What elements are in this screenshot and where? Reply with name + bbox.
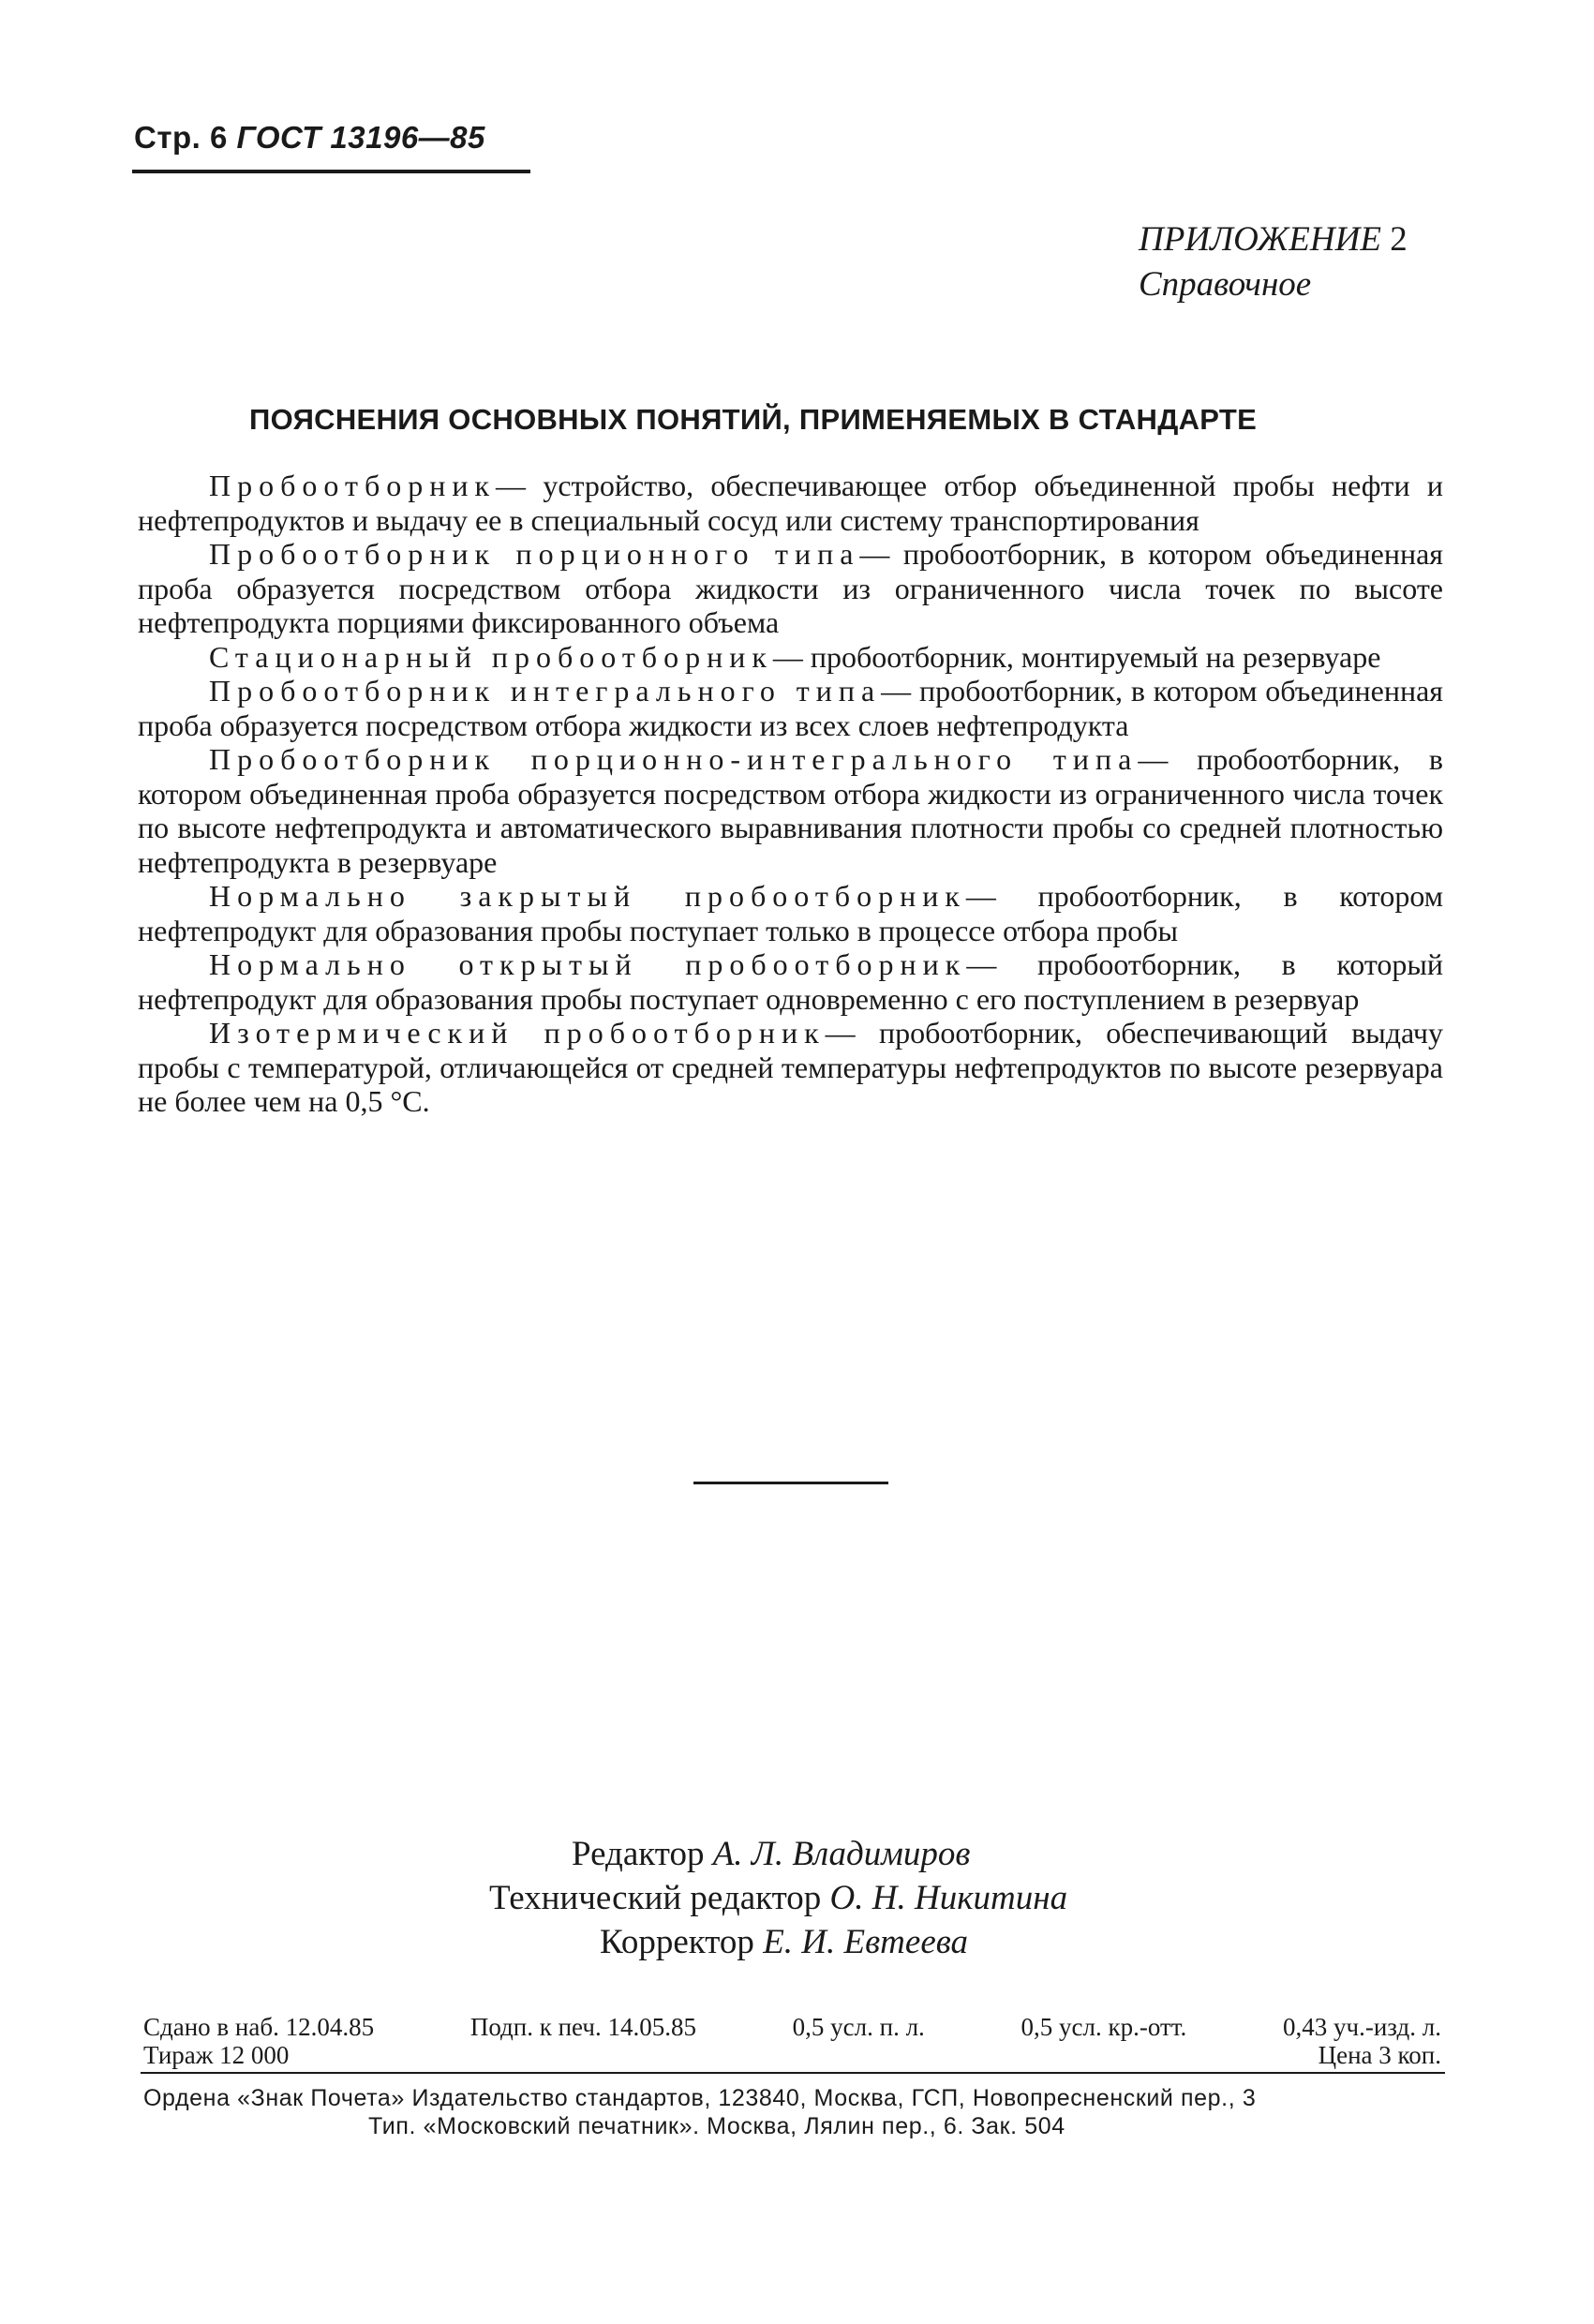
definition-text: — устройство, обеспечивающее отбор объединенной пробы нефти и нефтепродуктов и выдачу ее в специальный сосуд или систему транспортирования (138, 469, 1443, 537)
definition-term: Стационарный пробоотборник (209, 639, 773, 674)
definition-term: Нормально открытый пробоотборник (209, 947, 967, 981)
imprint-line-1 (143, 2013, 1441, 2041)
tech-editor-role: Технический редактор (489, 1879, 822, 1917)
tech-editor-line (489, 1876, 1067, 1920)
imprint-submitted: Сдано в наб. 12.04.85 (143, 2013, 375, 2041)
definition-item (138, 742, 1443, 879)
header-rule (132, 170, 530, 173)
definition-term: Пробоотборник интегрального типа (209, 674, 882, 708)
page-number-label: Стр. 6 (134, 120, 228, 155)
appendix-label (1139, 217, 1408, 307)
appendix-title: ПРИЛОЖЕНИЕ (1139, 220, 1381, 259)
publisher-block (143, 2084, 1455, 2140)
running-header (134, 120, 485, 156)
definition-item (138, 469, 1443, 537)
imprint-price: Цена 3 коп. (1318, 2041, 1441, 2069)
imprint-rule (141, 2072, 1445, 2074)
definition-term: Изотермический пробоотборник (209, 1016, 826, 1050)
definition-item (138, 1016, 1443, 1119)
appendix-number: 2 (1390, 220, 1408, 259)
editor-role: Редактор (572, 1835, 705, 1873)
editor-line (572, 1832, 970, 1876)
definition-item (138, 674, 1443, 742)
corrector-line (600, 1920, 968, 1964)
editor-name: А. Л. Владимиров (712, 1835, 971, 1873)
corrector-name: Е. И. Евтеева (763, 1923, 969, 1961)
imprint-signed: Подп. к печ. 14.05.85 (469, 2013, 696, 2041)
definition-item (138, 879, 1443, 947)
definition-item (138, 947, 1443, 1016)
definition-text: — пробоотборник, в котором объединенная проба образуется посредством отбора жидкости из всех слоев нефтепродукта (138, 674, 1444, 742)
publisher-line-2: Тип. «Московский печатник». Москва, Лялин пер., 6. Зак. 504 (368, 2113, 1065, 2139)
section-divider (693, 1482, 888, 1484)
definition-term: Пробоотборник порционного типа (209, 537, 860, 571)
imprint-color-prints: 0,5 усл. кр.-отт. (1020, 2013, 1187, 2041)
definition-text: — пробоотборник, в который нефтепродукт для образования пробы поступает одновременно с его поступлением в резервуар (138, 947, 1444, 1016)
publisher-line-1: Ордена «Знак Почета» Издательство стандартов, 123840, Москва, ГСП, Новопресненский пер., 3 (143, 2085, 1257, 2111)
definition-text: — пробоотборник, в котором объединенная проба образуется посредством отбора жидкости из ограниченного числа точек по высоте нефтепродукта и автоматического выравнивания плотности пробы со средней плотностью нефтепродукта в резервуаре (138, 742, 1443, 879)
imprint-print-sheets: 0,5 усл. п. л. (792, 2013, 925, 2041)
imprint-line-2 (143, 2041, 1441, 2069)
definition-text: — пробоотборник, обеспечивающий выдачу пробы с температурой, отличающейся от средней температуры нефтепродуктов по высоте резервуара не более чем на 0,5 °С. (138, 1016, 1443, 1118)
definition-term: Нормально закрытый пробоотборник (209, 879, 966, 913)
definitions-list (138, 469, 1443, 1119)
definition-item (138, 537, 1443, 640)
definition-item (138, 640, 1443, 675)
standard-designation: ГОСТ 13196—85 (236, 120, 485, 155)
imprint-block (143, 2013, 1441, 2069)
section-title: ПОЯСНЕНИЯ ОСНОВНЫХ ПОНЯТИЙ, ПРИМЕНЯЕМЫХ В СТАНДАРТЕ (249, 403, 1258, 436)
definition-term: Пробоотборник (209, 469, 497, 502)
corrector-role: Корректор (600, 1923, 754, 1961)
definition-term: Пробоотборник порционно-интегрального типа (209, 742, 1139, 776)
definition-text: — пробоотборник, в котором нефтепродукт для образования пробы поступает только в процессе отбора пробы (138, 879, 1444, 947)
definition-text: — пробоотборник, в котором объединенная проба образуется посредством отбора жидкости из ограниченного числа точек по высоте нефтепродукта порциями фиксированного объема (138, 537, 1443, 639)
imprint-circulation: Тираж 12 000 (143, 2041, 290, 2069)
definition-text: — пробоотборник, монтируемый на резервуаре (772, 639, 1381, 674)
imprint-publisher-sheets: 0,43 уч.-изд. л. (1283, 2013, 1441, 2041)
appendix-subtitle: Справочное (1139, 265, 1312, 304)
tech-editor-name: О. Н. Никитина (829, 1879, 1068, 1917)
